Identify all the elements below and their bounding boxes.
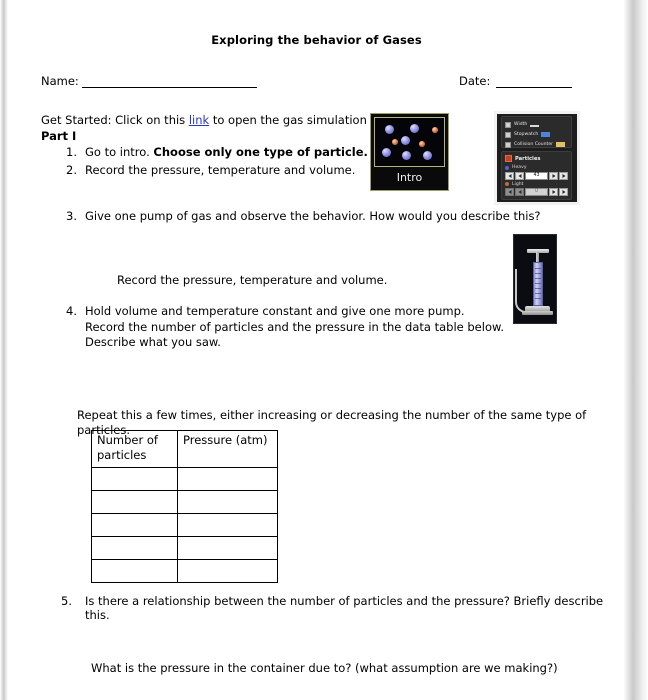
page-gutter-right bbox=[624, 0, 648, 700]
table-cell-pressure[interactable] bbox=[178, 514, 278, 537]
table-cell-particles[interactable] bbox=[92, 560, 178, 583]
table-row bbox=[92, 560, 278, 583]
stopwatch-icon bbox=[541, 132, 550, 137]
name-blank-line[interactable] bbox=[82, 87, 257, 88]
name-label: Name: bbox=[41, 74, 79, 88]
control-panel-inner bbox=[497, 114, 577, 202]
step-3 bbox=[9, 209, 624, 225]
gas-properties-control-panel-thumbnail[interactable] bbox=[494, 111, 580, 205]
heavy-increment-fast-button[interactable] bbox=[559, 172, 568, 180]
steps-list-continued bbox=[9, 209, 624, 225]
step-3-number: 3. bbox=[66, 209, 77, 223]
particle-blue bbox=[402, 151, 411, 160]
particle-red bbox=[419, 141, 425, 147]
intro-simulation-thumbnail[interactable] bbox=[370, 113, 449, 191]
heavy-label: Heavy bbox=[512, 165, 527, 170]
particle-blue bbox=[401, 136, 410, 145]
question-5-text: Is there a relationship between the number of particles and the pressure? Briefly describe this. bbox=[85, 594, 604, 622]
table-row bbox=[92, 491, 278, 514]
final-question: What is the pressure in the container due to? (what assumption are we making?) bbox=[91, 661, 558, 675]
light-increment-button[interactable] bbox=[549, 188, 558, 196]
step-4-number: 4. bbox=[66, 304, 77, 318]
step-1-bold-text: Choose only one type of particle. bbox=[153, 145, 368, 159]
pump-foot-icon bbox=[522, 311, 553, 315]
heavy-particle-dot-icon bbox=[505, 166, 509, 170]
checkbox-group bbox=[501, 116, 572, 148]
heavy-decrement-fast-button[interactable] bbox=[505, 172, 514, 180]
bicycle-pump-thumbnail[interactable] bbox=[513, 234, 557, 324]
question-5-number: 5. bbox=[61, 594, 72, 608]
step-4-line-1: Hold volume and temperature constant and give one more pump. bbox=[85, 304, 465, 318]
step-3-followup: Record the pressure, temperature and volume. bbox=[117, 272, 388, 287]
table-row bbox=[92, 514, 278, 537]
heavy-particles-group bbox=[505, 165, 568, 180]
light-label: Light bbox=[512, 181, 524, 187]
ruler-icon bbox=[530, 125, 539, 127]
table-row bbox=[92, 468, 278, 491]
particles-section-header bbox=[505, 155, 568, 162]
particle-red bbox=[432, 127, 438, 133]
repeat-note: Repeat this a few times, either increasing or decreasing the number of the same type of particles. bbox=[77, 407, 587, 437]
heavy-particles-stepper[interactable] bbox=[505, 172, 568, 180]
step-2-text: Record the pressure, temperature and volume. bbox=[85, 162, 356, 177]
particle-blue bbox=[382, 148, 391, 157]
step-4-line-3: Describe what you saw. bbox=[85, 335, 221, 349]
light-particles-group bbox=[505, 182, 568, 197]
table-cell-particles[interactable] bbox=[92, 514, 178, 537]
gas-simulation-link[interactable]: link bbox=[188, 113, 210, 127]
light-count-value[interactable]: 0 bbox=[525, 188, 548, 196]
step-3-text: Give one pump of gas and observe the behavior. How would you describe this? bbox=[85, 209, 541, 223]
date-blank-line[interactable] bbox=[496, 87, 572, 88]
get-started-prefix: Get Started: Click on this bbox=[41, 113, 189, 127]
data-table bbox=[91, 430, 278, 583]
light-decrement-button[interactable] bbox=[515, 188, 524, 196]
collision-counter-icon bbox=[556, 142, 565, 147]
table-cell-pressure[interactable] bbox=[178, 491, 278, 514]
get-started-suffix: to open the gas simulation bbox=[209, 113, 367, 127]
table-header-row bbox=[92, 431, 278, 468]
heavy-increment-button[interactable] bbox=[549, 172, 558, 180]
checkbox-icon[interactable] bbox=[505, 142, 511, 148]
checkbox-icon[interactable] bbox=[505, 122, 511, 128]
light-increment-fast-button[interactable] bbox=[559, 188, 568, 196]
particles-section-title: Particles bbox=[515, 155, 541, 162]
table-cell-particles[interactable] bbox=[92, 491, 178, 514]
checkbox-row-width[interactable] bbox=[505, 120, 568, 129]
page-gutter-left bbox=[0, 0, 8, 700]
step-1-text: Go to intro. bbox=[85, 145, 154, 159]
checkbox-label-collision-counter: Collision Counter bbox=[514, 141, 554, 147]
worksheet-page bbox=[9, 0, 624, 700]
checkbox-row-collision-counter[interactable] bbox=[505, 140, 568, 149]
step-1-number: 1. bbox=[66, 145, 77, 159]
pump-cylinder-icon bbox=[533, 262, 543, 306]
checkbox-label-stopwatch: Stopwatch bbox=[514, 131, 539, 137]
checkbox-row-stopwatch[interactable] bbox=[505, 130, 568, 139]
heavy-label-row bbox=[505, 165, 568, 170]
table-cell-pressure[interactable] bbox=[178, 537, 278, 560]
table-row bbox=[92, 537, 278, 560]
particle-blue bbox=[423, 151, 432, 160]
particle-blue bbox=[385, 125, 394, 134]
page-title: Exploring the behavior of Gases bbox=[211, 33, 422, 47]
table-header-pressure: Pressure (atm) bbox=[178, 431, 278, 468]
checkbox-label-width: Width bbox=[514, 121, 528, 127]
intro-screen-label: Intro bbox=[374, 169, 445, 187]
table-header-number-of-particles bbox=[92, 431, 178, 468]
heavy-decrement-button[interactable] bbox=[515, 172, 524, 180]
table-cell-pressure[interactable] bbox=[178, 468, 278, 491]
light-particles-stepper[interactable] bbox=[505, 188, 568, 196]
particles-section bbox=[501, 151, 572, 200]
part-i-heading: Part I bbox=[41, 129, 77, 143]
light-label-row bbox=[505, 182, 568, 187]
step-4-line-2: Record the number of particles and the pressure in the data table below. bbox=[85, 319, 504, 334]
name-date-row bbox=[9, 74, 624, 92]
step-2-number: 2. bbox=[66, 162, 77, 177]
heavy-count-value[interactable]: 43 bbox=[525, 172, 548, 180]
particles-icon bbox=[505, 155, 512, 162]
question-5 bbox=[61, 594, 624, 622]
particle-red bbox=[392, 139, 398, 145]
intro-screen-area bbox=[374, 117, 445, 167]
checkbox-icon[interactable] bbox=[505, 132, 511, 138]
light-decrement-fast-button[interactable] bbox=[505, 188, 514, 196]
date-label: Date: bbox=[459, 74, 491, 88]
header-line-2: particles bbox=[97, 448, 147, 462]
light-particle-dot-icon bbox=[505, 182, 509, 186]
header-line-1: Number of bbox=[97, 433, 158, 447]
table-cell-particles[interactable] bbox=[92, 537, 178, 560]
particle-blue bbox=[410, 124, 419, 133]
table-cell-pressure[interactable] bbox=[178, 560, 278, 583]
table-cell-particles[interactable] bbox=[92, 468, 178, 491]
